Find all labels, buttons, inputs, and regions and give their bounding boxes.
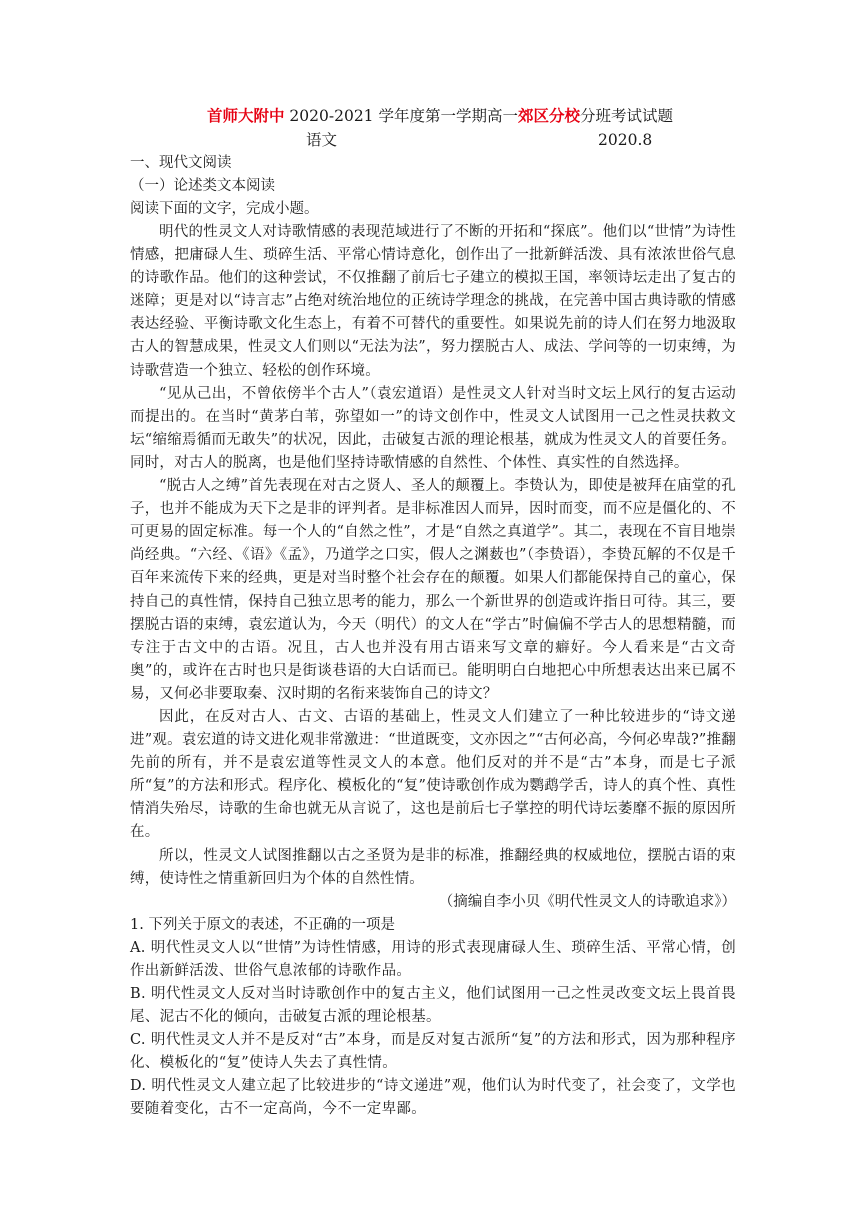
option-c: C. 明代性灵文人并不是反对“古”本身，而是反对复古派所“复”的方法和形式，因为那种程序化、模板化的“复”使诗人失去了真性情。 [130, 1032, 736, 1072]
title-year-term: 2020-2021 学年度第一学期高一 [284, 107, 518, 125]
passage-paragraph-5: 所以，性灵文人试图推翻以古之圣贤为是非的标准，推翻经典的权威地位，摆脱古语的束缚，使诗性之情重新回归为个体的自然性情。 [130, 847, 736, 887]
subtitle-line [130, 128, 736, 152]
option-b: B. 明代性灵文人反对当时诗歌创作中的复古主义，他们试图用一己之性灵改变文坛上畏首畏尾、泥古不化的倾向，击破复古派的理论根基。 [130, 985, 736, 1025]
passage-paragraph-1: 明代的性灵文人对诗歌情感的表现范域进行了不断的开拓和“探底”。他们以“世情”为诗性情感，把庸碌人生、琐碎生活、平常心情诗意化，创作出了一批新鲜活泼、具有浓浓世俗气息的诗歌作品。他们的这种尝试，不仅推翻了前后七子建立的模拟王国，率领诗坛走出了复古的迷障；更是对以“诗言志”占绝对统治地位的正统诗学理念的挑战，在完善中国古典诗歌的情感表达经验、平衡诗歌文化生态上，有着不可替代的重要性。如果说先前的诗人们在努力地汲取古人的智慧成果，性灵文人们则以“无法为法”，努力摆脱古人、成法、学问等的一切束缚，为诗歌营造一个独立、轻松的创作环境。 [130, 224, 736, 379]
passage-paragraph-2: “见从己出，不曾依傍半个古人”（袁宏道语）是性灵文人针对当时文坛上风行的复古运动而提出的。在当时“黄茅白苇，弥望如一”的诗文创作中，性灵文人试图用一己之性灵扶救文坛“缩缩焉循而无敢失”的状况，因此，击破复古派的理论根基，就成为性灵文人的首要任务。同时，对古人的脱离，也是他们坚持诗歌情感的自然性、个体性、真实性的自然选择。 [130, 385, 736, 471]
exam-title [130, 104, 736, 128]
passage-paragraph-3: “脱古人之缚”首先表现在对古之贤人、圣人的颠覆上。李贽认为，即使是被拜在庙堂的孔子，也并不能成为天下之是非的评判者。是非标准因人而异，因时而变，而不应是僵化的、不可更易的固定标准。每一个人的“自然之性”，才是“自然之真道学”。其二，表现在不盲目地崇尚经典。“六经、《语》《孟》，乃道学之口实，假人之渊薮也”（李贽语），李贽瓦解的不仅是千百年来流传下来的经典，更是对当时整个社会存在的颠覆。如果人们都能保持自己的童心，保持自己的真性情，保持自己独立思考的能力，那么一个新世界的创造或许指日可待。其三，要摆脱古语的束缚，袁宏道认为，今天（明代）的文人在“学古”时偏偏不学古人的思想精髓，而专注于古文中的古语。况且，古人也并没有用古语来写文章的癖好。今人看来是“古文奇奥”的，或许在古时也只是街谈巷语的大白话而已。能明明白白地把心中所想表达出来已属不易，又何必非要取秦、汉时期的名衔来装饰自己的诗文？ [130, 478, 736, 702]
passage-paragraph-4: 因此，在反对古人、古文、古语的基础上，性灵文人们建立了一种比较进步的“诗文递进”观。袁宏道的诗文进化观非常激进：“世道既变，文亦因之”“古何必高，今何必卑哉?”推翻先前的所有，并不是袁宏道等性灵文人的本意。他们反对的并不是“古”本身，而是七子派所“复”的方法和形式。程序化、模板化的“复”使诗歌创作成为鹦鹉学舌，诗人的真个性、真性情消失殆尽，诗歌的生命也就无从言说了，这也是前后七子掌控的明代诗坛萎靡不振的原因所在。 [130, 708, 736, 841]
reading-instruction: 阅读下面的文字，完成小题。 [130, 201, 319, 217]
section-heading: 一、现代文阅读 [130, 155, 232, 171]
school-name: 首师大附中 [206, 106, 285, 125]
passage-source: （摘编自李小贝《明代性灵文人的诗歌追求》） [438, 893, 736, 910]
subject-label: 语文 [306, 131, 338, 149]
question-stem: 1. 下列关于原文的表述，不正确的一项是 [130, 916, 395, 933]
subsection-heading: （一）论述类文本阅读 [130, 178, 275, 194]
branch-name: 郊区分校 [517, 106, 580, 125]
option-d: D. 明代性灵文人建立起了比较进步的“诗文递进”观，他们认为时代变了，社会变了，文学也要随着变化，古不一定高尚，今不一定卑鄙。 [130, 1078, 736, 1118]
title-exam-name: 分班考试试题 [580, 107, 674, 125]
option-a: A. 明代性灵文人以“世情”为诗性情感，用诗的形式表现庸碌人生、琐碎生活、平常心情，创作出新鲜活泼、世俗气息浓郁的诗歌作品。 [130, 939, 736, 979]
exam-date: 2020.8 [598, 131, 653, 149]
